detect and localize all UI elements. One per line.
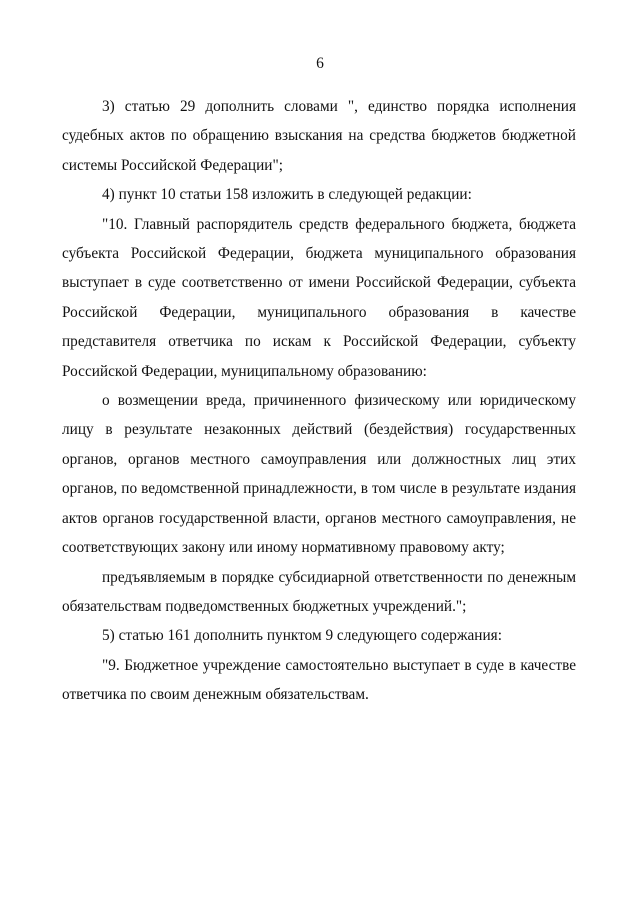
paragraph-article-158-clause-10: "10. Главный распорядитель средств федерального бюджета, бюджета субъекта Российской Федерации, бюджета муниципального образования выступает в суде соответственно от имени Российской Федерации, субъекта Российской Федерации, муниципального образования в качестве представителя ответчика по искам к Российской Федерации, субъекту Российской Федерации, муниципальному образованию: [62,215,576,380]
page-number: 6 [316,55,324,72]
paragraph-article-161-intro: 5) статью 161 дополнить пунктом 9 следующего содержания: [102,627,502,645]
paragraph-subsidiary-liability: предъявляемым в порядке субсидиарной ответственности по денежным обязательствам подведомственных бюджетных учреждений."; [62,568,576,615]
paragraph-article-161-clause-9: "9. Бюджетное учреждение самостоятельно выступает в суде в качестве ответчика по своим денежным обязательствам. [62,656,576,704]
paragraph-harm-compensation: о возмещении вреда, причиненного физическому или юридическому лицу в результате незаконных действий (бездействия) государственных органов, органов местного самоуправления или должностных лиц этих органов, по ведомственной принадлежности, в том числе в результате издания актов органов государственной власти, органов местного самоуправления, не соответствующих закону или иному нормативному правовому акту; [62,392,576,557]
paragraph-article-29: 3) статью 29 дополнить словами ", единство порядка исполнения судебных актов по обращению взыскания на средства бюджетов бюджетной системы Российской Федерации"; [62,98,576,174]
paragraph-article-158-intro: 4) пункт 10 статьи 158 изложить в следующей редакции: [102,186,472,204]
document-body [62,92,576,710]
